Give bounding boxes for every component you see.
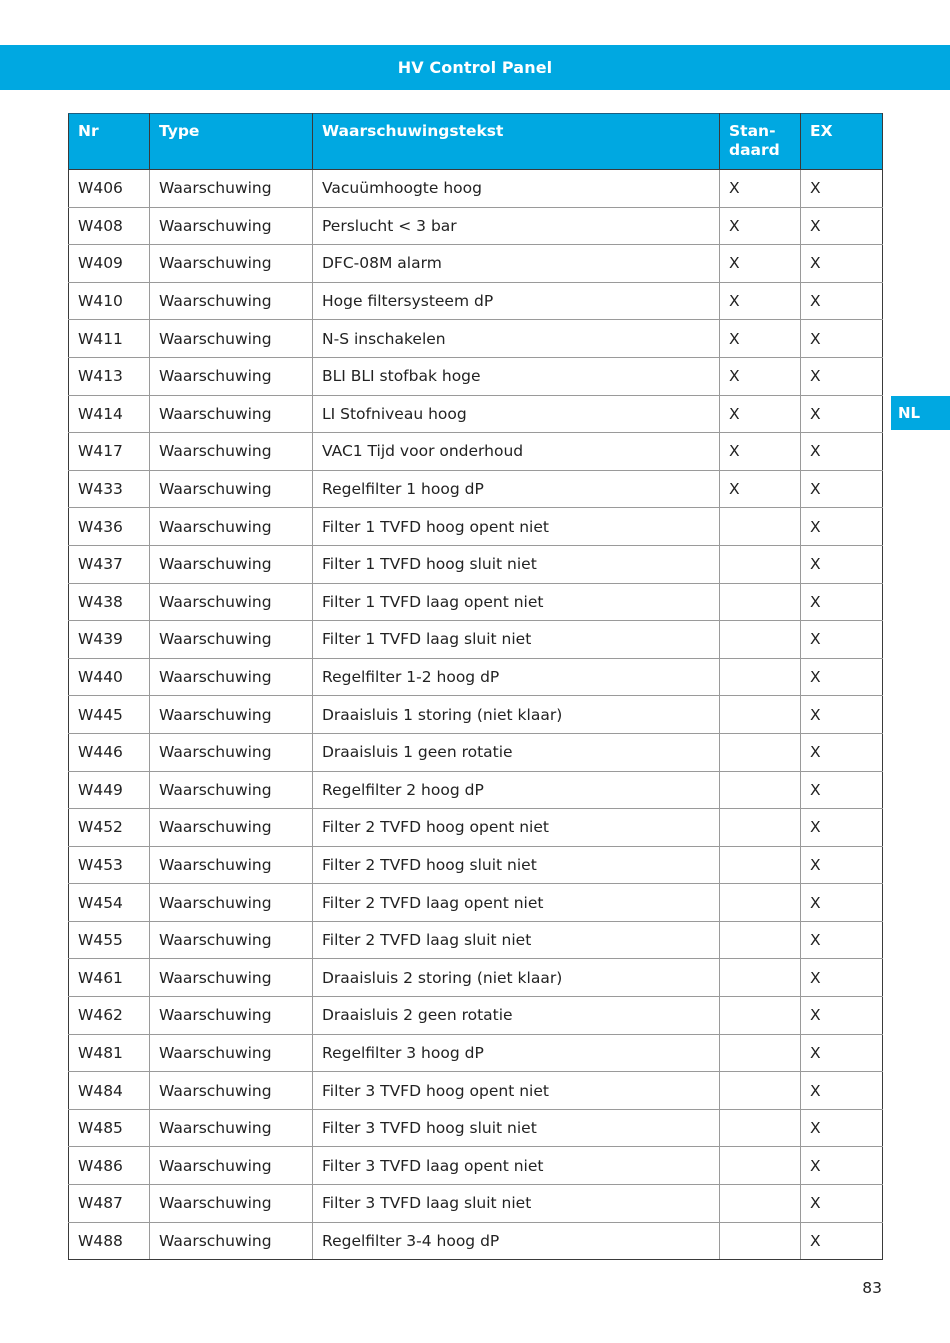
cell-type: Waarschuwing [150,207,313,245]
cell-nr: W410 [69,282,150,320]
cell-nr: W446 [69,733,150,771]
table-row [69,771,883,809]
table-header-row [69,114,883,170]
cell-ex: X [801,245,883,283]
cell-type: Waarschuwing [150,357,313,395]
cell-type: Waarschuwing [150,170,313,208]
cell-ex: X [801,282,883,320]
table-row [69,395,883,433]
cell-text: Filter 1 TVFD laag sluit niet [313,621,720,659]
cell-type: Waarschuwing [150,1147,313,1185]
cell-ex: X [801,658,883,696]
cell-nr: W408 [69,207,150,245]
cell-ex: X [801,357,883,395]
cell-standard: X [720,395,801,433]
column-header-standard-line2: daard [729,141,780,159]
cell-nr: W439 [69,621,150,659]
cell-text: Filter 2 TVFD hoog opent niet [313,809,720,847]
cell-standard [720,733,801,771]
cell-type: Waarschuwing [150,320,313,358]
cell-type: Waarschuwing [150,1072,313,1110]
page-number: 83 [862,1279,882,1297]
table-row [69,997,883,1035]
cell-type: Waarschuwing [150,245,313,283]
cell-nr: W411 [69,320,150,358]
table-row [69,1147,883,1185]
cell-standard: X [720,245,801,283]
cell-nr: W449 [69,771,150,809]
table-row [69,545,883,583]
table-row [69,1072,883,1110]
cell-nr: W486 [69,1147,150,1185]
cell-ex: X [801,433,883,471]
table-row [69,696,883,734]
cell-type: Waarschuwing [150,1185,313,1223]
cell-standard [720,545,801,583]
cell-text: Draaisluis 1 geen rotatie [313,733,720,771]
cell-text: DFC-08M alarm [313,245,720,283]
table-row [69,658,883,696]
table-row [69,320,883,358]
table-row [69,846,883,884]
column-header-text: Waarschuwingstekst [313,114,720,170]
cell-ex: X [801,809,883,847]
cell-text: Draaisluis 2 storing (niet klaar) [313,959,720,997]
cell-standard [720,1034,801,1072]
cell-nr: W438 [69,583,150,621]
cell-ex: X [801,846,883,884]
cell-text: Filter 3 TVFD hoog opent niet [313,1072,720,1110]
table-row [69,357,883,395]
cell-type: Waarschuwing [150,658,313,696]
cell-type: Waarschuwing [150,696,313,734]
cell-ex: X [801,1034,883,1072]
cell-standard [720,997,801,1035]
cell-type: Waarschuwing [150,921,313,959]
cell-nr: W462 [69,997,150,1035]
cell-text: Filter 2 TVFD hoog sluit niet [313,846,720,884]
cell-ex: X [801,1109,883,1147]
cell-type: Waarschuwing [150,771,313,809]
cell-standard: X [720,282,801,320]
table-row [69,1222,883,1260]
cell-text: LI Stofniveau hoog [313,395,720,433]
language-tab-label: NL [898,404,921,422]
table-body [69,170,883,1260]
cell-text: Filter 1 TVFD hoog opent niet [313,508,720,546]
cell-ex: X [801,320,883,358]
cell-ex: X [801,170,883,208]
cell-text: Hoge filtersysteem dP [313,282,720,320]
cell-type: Waarschuwing [150,1109,313,1147]
cell-text: Draaisluis 1 storing (niet klaar) [313,696,720,734]
cell-text: Regelfilter 3-4 hoog dP [313,1222,720,1260]
table-row [69,245,883,283]
cell-text: Filter 2 TVFD laag sluit niet [313,921,720,959]
cell-type: Waarschuwing [150,959,313,997]
cell-nr: W436 [69,508,150,546]
cell-nr: W481 [69,1034,150,1072]
cell-text: Filter 3 TVFD hoog sluit niet [313,1109,720,1147]
table-row [69,508,883,546]
table-row [69,470,883,508]
cell-standard [720,921,801,959]
cell-nr: W433 [69,470,150,508]
cell-ex: X [801,733,883,771]
cell-text: Filter 3 TVFD laag sluit niet [313,1185,720,1223]
cell-ex: X [801,470,883,508]
cell-standard: X [720,357,801,395]
cell-ex: X [801,621,883,659]
cell-text: Filter 3 TVFD laag opent niet [313,1147,720,1185]
cell-nr: W487 [69,1185,150,1223]
cell-type: Waarschuwing [150,395,313,433]
cell-nr: W485 [69,1109,150,1147]
cell-type: Waarschuwing [150,545,313,583]
column-header-type: Type [150,114,313,170]
cell-text: N-S inschakelen [313,320,720,358]
cell-standard [720,508,801,546]
cell-type: Waarschuwing [150,1222,313,1260]
cell-type: Waarschuwing [150,621,313,659]
cell-type: Waarschuwing [150,884,313,922]
cell-standard: X [720,207,801,245]
cell-standard [720,583,801,621]
table-row [69,583,883,621]
cell-text: Regelfilter 2 hoog dP [313,771,720,809]
cell-ex: X [801,696,883,734]
column-header-standard-line1: Stan- [729,122,776,140]
column-header-ex: EX [801,114,883,170]
cell-nr: W445 [69,696,150,734]
table-row [69,1034,883,1072]
cell-ex: X [801,207,883,245]
cell-standard [720,658,801,696]
cell-type: Waarschuwing [150,282,313,320]
cell-text: VAC1 Tijd voor onderhoud [313,433,720,471]
cell-standard [720,1147,801,1185]
cell-text: Filter 2 TVFD laag opent niet [313,884,720,922]
column-header-standard [720,114,801,170]
cell-ex: X [801,921,883,959]
cell-nr: W452 [69,809,150,847]
cell-ex: X [801,583,883,621]
table-row [69,1185,883,1223]
cell-text: Filter 1 TVFD laag opent niet [313,583,720,621]
cell-type: Waarschuwing [150,470,313,508]
cell-type: Waarschuwing [150,733,313,771]
cell-standard [720,1109,801,1147]
cell-type: Waarschuwing [150,508,313,546]
cell-standard [720,1185,801,1223]
cell-text: Draaisluis 2 geen rotatie [313,997,720,1035]
cell-standard [720,959,801,997]
cell-nr: W417 [69,433,150,471]
cell-ex: X [801,1072,883,1110]
cell-standard [720,621,801,659]
cell-nr: W437 [69,545,150,583]
cell-ex: X [801,997,883,1035]
cell-nr: W453 [69,846,150,884]
table-row [69,959,883,997]
cell-ex: X [801,508,883,546]
table-row [69,809,883,847]
table-row [69,1109,883,1147]
table-row [69,621,883,659]
cell-standard [720,1222,801,1260]
table-row [69,207,883,245]
cell-standard [720,771,801,809]
cell-type: Waarschuwing [150,997,313,1035]
cell-ex: X [801,884,883,922]
cell-nr: W484 [69,1072,150,1110]
cell-nr: W454 [69,884,150,922]
cell-standard: X [720,433,801,471]
cell-type: Waarschuwing [150,583,313,621]
cell-nr: W455 [69,921,150,959]
cell-text: Filter 1 TVFD hoog sluit niet [313,545,720,583]
table-row [69,921,883,959]
table-row [69,884,883,922]
cell-text: Regelfilter 1 hoog dP [313,470,720,508]
language-tab [891,396,950,430]
cell-ex: X [801,1147,883,1185]
cell-text: BLI BLI stofbak hoge [313,357,720,395]
cell-ex: X [801,395,883,433]
cell-standard: X [720,470,801,508]
cell-nr: W413 [69,357,150,395]
page-title: HV Control Panel [397,58,553,77]
table-row [69,170,883,208]
cell-ex: X [801,1185,883,1223]
table-row [69,733,883,771]
cell-standard [720,846,801,884]
cell-standard [720,1072,801,1110]
cell-ex: X [801,959,883,997]
warnings-table [68,113,883,1260]
cell-text: Vacuümhoogte hoog [313,170,720,208]
cell-standard [720,809,801,847]
cell-text: Regelfilter 1-2 hoog dP [313,658,720,696]
cell-nr: W414 [69,395,150,433]
cell-type: Waarschuwing [150,1034,313,1072]
cell-ex: X [801,1222,883,1260]
cell-nr: W406 [69,170,150,208]
cell-standard [720,884,801,922]
cell-text: Perslucht < 3 bar [313,207,720,245]
cell-standard: X [720,320,801,358]
cell-nr: W461 [69,959,150,997]
cell-ex: X [801,771,883,809]
column-header-nr: Nr [69,114,150,170]
cell-standard [720,696,801,734]
cell-type: Waarschuwing [150,846,313,884]
cell-type: Waarschuwing [150,809,313,847]
cell-type: Waarschuwing [150,433,313,471]
cell-nr: W488 [69,1222,150,1260]
cell-standard: X [720,170,801,208]
table-row [69,433,883,471]
header-bar [0,45,950,90]
table-row [69,282,883,320]
cell-nr: W409 [69,245,150,283]
cell-ex: X [801,545,883,583]
cell-nr: W440 [69,658,150,696]
cell-text: Regelfilter 3 hoog dP [313,1034,720,1072]
